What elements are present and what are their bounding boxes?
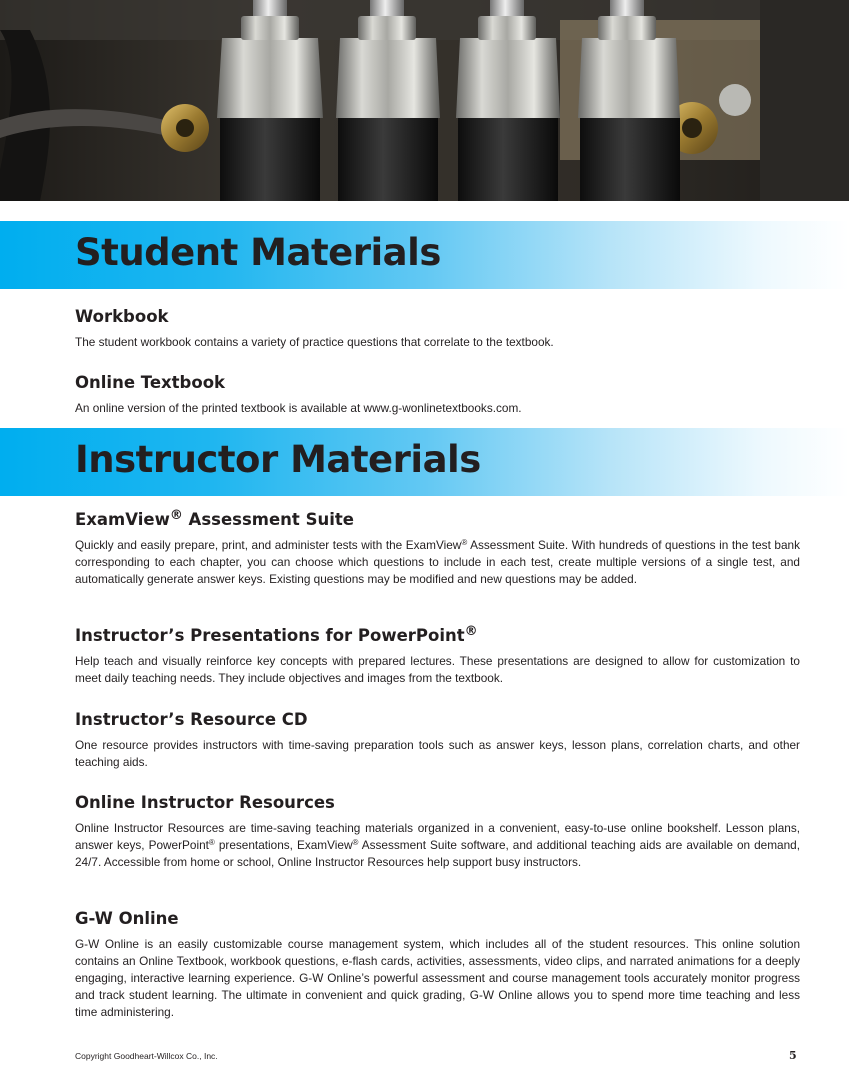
online-resources-section [75, 793, 800, 871]
copyright-notice: Copyright Goodheart-Willcox Co., Inc. [75, 1051, 218, 1061]
resource-cd-body: One resource provides instructors with time-saving preparation tools such as answer keys, lesson plans, correlation charts, and other teaching aids. [75, 738, 800, 769]
gw-online-body: G-W Online is an easily customizable course management system, which includes all of the student resources. This online solution contains an Online Textbook, workbook questions, e-flash cards, activities, assessments, video clips, and narrated animations for a deeply engaging, interactive learning experience. G-W Online’s powerful assessment and course management tools accurately monitor progress and track student learning. The ultimate in convenient and quick grading, G-W Online allows you to spend more time teaching and less time administering. [75, 937, 800, 1019]
hex-nuts-illustration [0, 0, 849, 201]
hero-image [0, 0, 849, 201]
examview-body: Quickly and easily prepare, print, and administer tests with the ExamView® Assessment Suite. With hundreds of questions in the test bank corresponding to each chapter, you can choose which questions to include in each test, create multiple versions of a single test, and automatically generate answer keys. Existing questions may be modified and new questions may be added. [75, 538, 801, 586]
resource-cd-section [75, 710, 800, 771]
workbook-body: The student workbook contains a variety of practice questions that correlate to the textbook. [75, 335, 554, 349]
online-textbook-heading: Online Textbook [75, 373, 226, 392]
online-textbook-section [75, 373, 800, 417]
resource-cd-heading: Instructor’s Resource CD [75, 710, 308, 729]
online-resources-body: Online Instructor Resources are time-saving teaching materials organized in a convenient, easy-to-use online bookshelf. Lesson plans, answer keys, PowerPoint® presentations, ExamView® Assessment Suite software, and additional teaching aids are available on demand, 24/7. Accessible from home or school, Online Instructor Resources help support busy instructors. [75, 821, 800, 869]
student-materials-title: Student Materials [75, 231, 441, 274]
page-number: 5 [789, 1049, 797, 1062]
presentations-body: Help teach and visually reinforce key concepts with prepared lectures. These presentations are designed to allow for customization to meet daily teaching needs. They include objectives and images from the textbook. [75, 654, 800, 685]
examview-section [75, 510, 800, 588]
gw-online-section [75, 909, 800, 1021]
presentations-heading: Instructor’s Presentations for PowerPoint® [75, 624, 478, 645]
presentations-section [75, 626, 800, 687]
online-resources-heading: Online Instructor Resources [75, 793, 335, 812]
instructor-materials-banner [0, 428, 849, 496]
student-materials-banner [0, 221, 849, 289]
examview-heading: ExamView® Assessment Suite [75, 508, 354, 529]
gw-online-heading: G-W Online [75, 909, 179, 928]
instructor-materials-title: Instructor Materials [75, 438, 481, 481]
online-textbook-body: An online version of the printed textbook is available at www.g-wonlinetextbooks.com. [75, 401, 522, 415]
workbook-heading: Workbook [75, 307, 169, 326]
workbook-section [75, 307, 800, 351]
